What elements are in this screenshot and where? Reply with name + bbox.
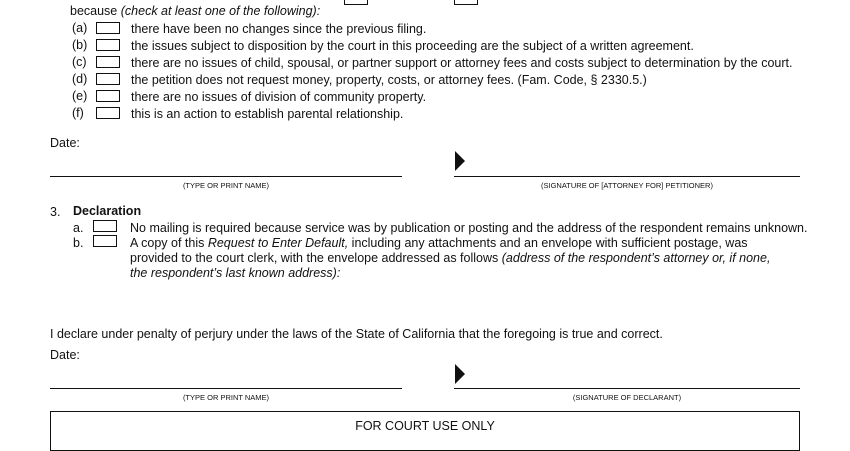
option-text-f: this is an action to establish parental relationship. [131,107,404,121]
declaration-b-line1-post: including any attachments and an envelope with sufficient postage, was [348,236,748,250]
option-letter-c: (c) [72,55,87,69]
name-line-1[interactable] [50,176,402,177]
signature-line-1[interactable] [454,176,800,177]
declaration-text-b-line3 [130,267,340,280]
declaration-checkbox-b[interactable] [93,235,117,247]
option-checkbox-f[interactable] [96,107,120,119]
option-letter-d: (d) [72,72,88,86]
option-text-a: there have been no changes since the previous filing. [131,22,427,36]
options-intro [70,5,320,18]
declaration-text-b-line2 [130,252,770,265]
declaration-number: 3. [50,205,61,219]
signature-line-2[interactable] [454,388,800,389]
option-checkbox-d[interactable] [96,73,120,85]
declaration-b-line2-italic: (address of the respondent’s attorney or, if none, [501,251,771,265]
declaration-letter-b: b. [73,236,84,250]
option-checkbox-c[interactable] [96,56,120,68]
option-checkbox-a[interactable] [96,22,120,34]
option-letter-f: (f) [72,106,84,120]
option-text-b: the issues subject to disposition by the court in this proceeding are the subject of a written agreement. [131,39,694,53]
declaration-text-a: No mailing is required because service was by publication or posting and the address of the respondent remains unknown. [130,221,808,235]
sign-here-arrow-icon [455,364,465,384]
declaration-checkbox-a[interactable] [93,220,117,232]
declaration-title: Declaration [73,204,142,218]
declaration-b-line3-italic: the respondent’s last known address): [130,266,341,280]
sign-here-arrow-icon [455,151,465,171]
declaration-text-b-line1 [130,237,748,250]
signature-caption-1: (SIGNATURE OF [ATTORNEY FOR] PETITIONER) [541,181,713,190]
options-intro-label: because [70,4,118,18]
date-label-1: Date: [50,136,80,150]
declaration-b-line1-italic: Request to Enter Default, [207,236,349,250]
option-checkbox-b[interactable] [96,39,120,51]
clipped-checkbox[interactable] [344,0,368,5]
clipped-checkbox[interactable] [454,0,478,5]
court-use-box [50,411,800,451]
option-letter-b: (b) [72,38,88,52]
option-text-e: there are no issues of division of community property. [131,90,427,104]
declaration-b-line2-pre: provided to the court clerk, with the envelope addressed as follows [130,251,502,265]
court-use-label: FOR COURT USE ONLY [355,419,495,433]
declaration-letter-a: a. [73,221,84,235]
name-caption-2: (TYPE OR PRINT NAME) [182,393,270,402]
declaration-b-line1-pre: A copy of this [130,236,208,250]
signature-caption-2: (SIGNATURE OF DECLARANT) [572,393,682,402]
option-letter-e: (e) [72,89,88,103]
name-caption-1: (TYPE OR PRINT NAME) [182,181,270,190]
option-letter-a: (a) [72,21,88,35]
perjury-statement: I declare under penalty of perjury under the laws of the State of California that the foregoing is true and correct. [50,327,663,341]
option-text-d: the petition does not request money, property, costs, or attorney fees. (Fam. Code, § 2330.5.) [131,73,647,87]
option-text-c: there are no issues of child, spousal, or partner support or attorney fees and costs subject to determination by the court. [131,56,793,70]
date-label-2: Date: [50,348,80,362]
name-line-2[interactable] [50,388,402,389]
options-intro-instruction: (check at least one of the following): [120,4,321,18]
option-checkbox-e[interactable] [96,90,120,102]
